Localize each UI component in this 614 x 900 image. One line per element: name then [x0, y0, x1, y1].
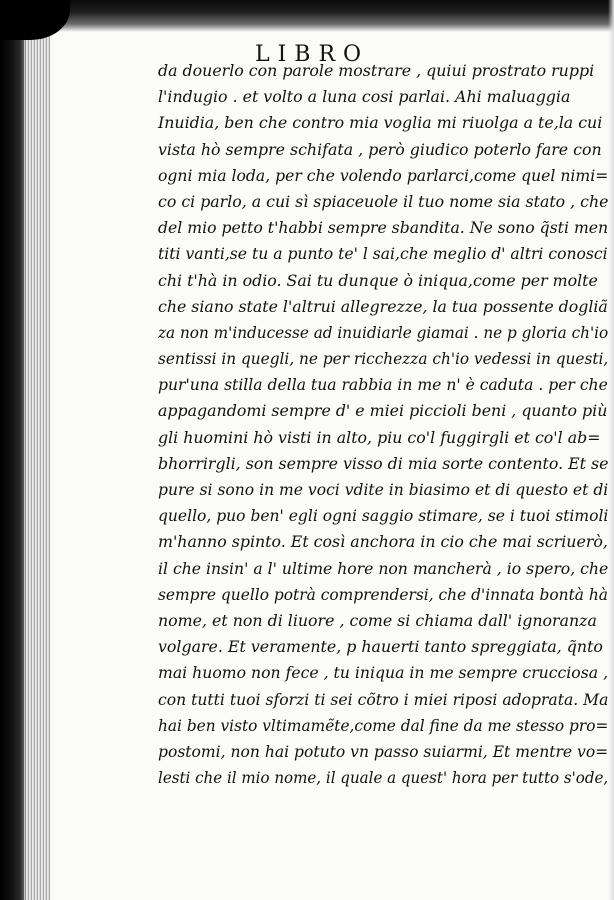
text-line: nome, et non di liuore , come si chiama dall' ignoranza — [158, 610, 597, 630]
text-line: sentissi in quegli, ne per ricchezza ch'io vedessi in questi, — [158, 349, 609, 369]
text-line: vista hò sempre schifata , però giudico poterlo fare con — [158, 139, 602, 159]
text-line: volgare. Et veramente, p hauerti tanto spreggiata, q̃nto — [158, 637, 603, 657]
text-line: quello, puo ben' egli ogni saggio stimare, se i tuoi stimoli — [158, 506, 609, 526]
text-line: con tutti tuoi sforzi ti sei cõtro i miei riposi adoprata. Ma — [158, 689, 609, 709]
text-line: lesti che il mio nome, il quale a quest' hora per tutto s'ode, — [158, 768, 609, 788]
text-line: co ci parlo, a cui sì spiaceuole il tuo nome sia stato , che — [158, 191, 609, 211]
book-spine-shadow — [0, 0, 26, 900]
text-line: gli huomini hò visti in alto, piu co'l fuggirgli et co'l ab= — [158, 427, 601, 447]
text-line: hai ben visto vltimamẽte,come dal fine da me stesso pro= — [158, 715, 609, 735]
body-text — [158, 58, 614, 791]
text-line: m'hanno spinto. Et così anchora in cio che mai scriuerò, — [158, 532, 608, 552]
text-line: il che insin' a l' ultime hore non mancherà , io spero, che — [158, 558, 609, 578]
text-line: chi t'hà in odio. Sai tu dunque ò iniqua,come per molte — [158, 270, 598, 290]
text-line: l'indugio . et volto a luna cosi parlai. Ahi maluaggia — [158, 87, 571, 107]
text-line: Inuidia, ben che contro mia voglia mi riuolga a te,la cui — [158, 113, 603, 133]
text-line: bhorrirgli, son sempre visso di mia sorte contento. Et se — [158, 453, 609, 473]
text-line: mai huomo non fece , tu iniqua in me sempre crucciosa , — [158, 663, 609, 683]
text-line: che siano state l'altrui allegrezze, la tua possente dogliã — [158, 296, 608, 316]
running-head: LIBRO — [255, 42, 370, 67]
text-line: del mio petto t'habbi sempre sbandita. Ne sono q̃sti men — [158, 218, 609, 238]
text-line: za non m'inducesse ad inuidiarle giamai . ne p gloria ch'io — [158, 322, 609, 342]
text-line: sempre quello potrà comprendersi, che d'innata bontà hà — [158, 584, 609, 604]
text-line: ogni mia loda, per che volendo parlarci,come quel nimi= — [158, 165, 609, 185]
text-line: appagandomi sempre d' e miei piccioli beni , quanto più — [158, 401, 608, 421]
text-line: da douerlo con parole mostrare , quiui prostrato ruppi — [158, 61, 595, 80]
text-line: postomi, non hai potuto vn passo suiarmi, Et mentre vo= — [158, 741, 609, 761]
text-line: titi vanti,se tu a punto te' l sai,che meglio d' altri conosci — [158, 244, 608, 264]
page-edges — [24, 30, 50, 900]
top-edge-shadow — [0, 0, 614, 32]
text-line: pur'una stilla della tua rabbia in me n' è caduta . per che — [158, 375, 608, 395]
text-line: pure si sono in me voci vdite in biasimo et di questo et di — [158, 480, 609, 499]
